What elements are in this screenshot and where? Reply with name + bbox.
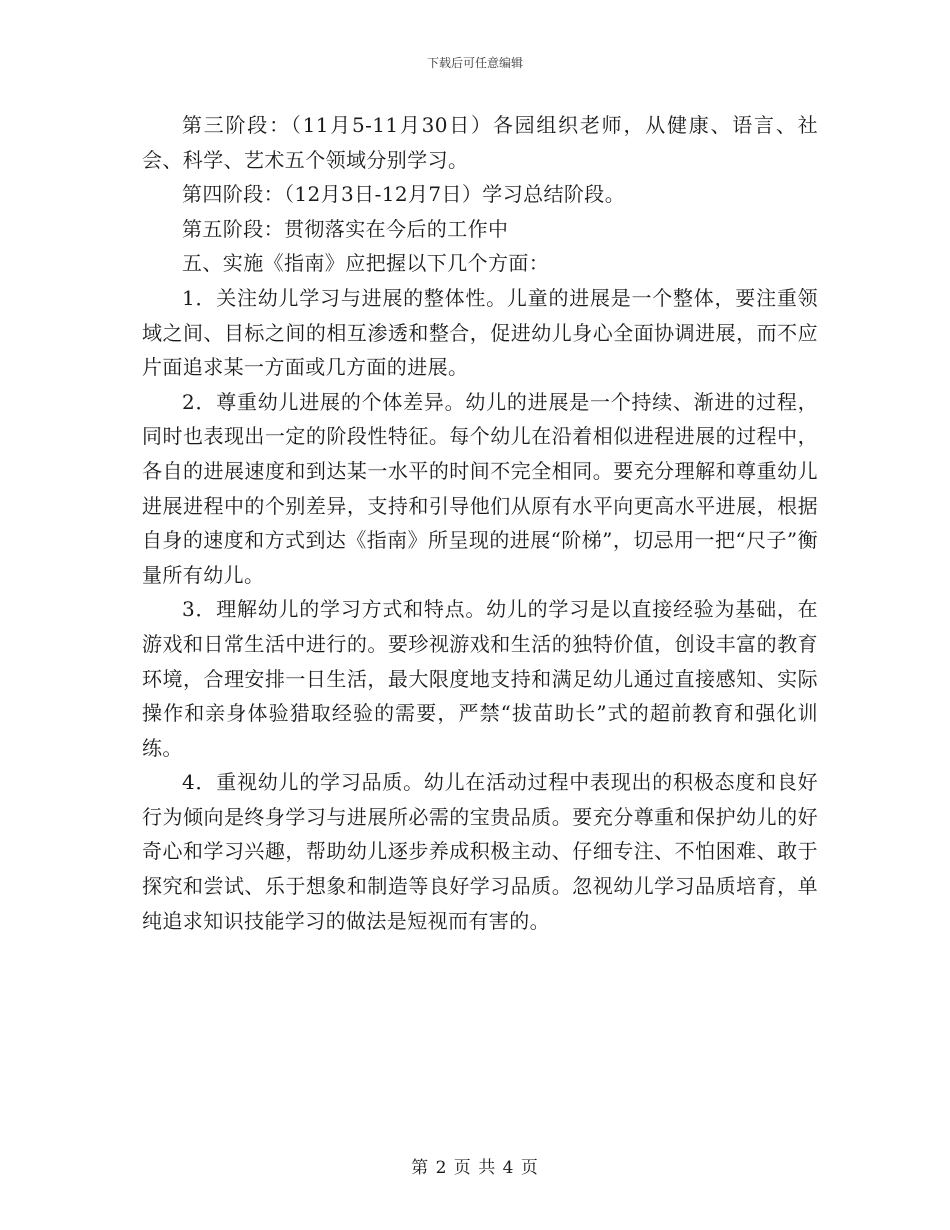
paragraph-stage-three: 第三阶段：（11月5-11月30日）各园组织老师，从健康、语言、社会、科学、艺术五个领域分别学习。	[142, 113, 818, 172]
paragraph-point-2: 2．尊重幼儿进展的个体差异。幼儿的进展是一个持续、渐进的过程，同时也表现出一定的阶段性特征。每个幼儿在沿着相似进程进展的过程中，各自的进展速度和到达某一水平的时间不完全相同。要充分理解和尊重幼儿进展进程中的个别差异，支持和引导他们从原有水平向更高水平进展，根据自身的速度和方式到达《指南》所呈现的进展“阶梯”，切忌用一把“尺子”衡量所有幼儿。	[142, 389, 818, 587]
section-heading-five: 五、实施《指南》应把握以下几个方面：	[182, 251, 550, 276]
page-header-note: 下载后可任意编辑	[426, 56, 523, 70]
paragraph-point-1: 1．关注幼儿学习与进展的整体性。儿童的进展是一个整体，要注重领域之间、目标之间的相互渗透和整合，促进幼儿身心全面协调进展，而不应片面追求某一方面或几方面的进展。	[142, 285, 818, 380]
paragraph-point-4: 4．重视幼儿的学习品质。幼儿在活动过程中表现出的积极态度和良好行为倾向是终身学习与进展所必需的宝贵品质。要充分尊重和保护幼儿的好奇心和学习兴趣，帮助幼儿逐步养成积极主动、仔细专注、不怕困难、敢于探究和尝试、乐于想象和制造等良好学习品质。忽视幼儿学习品质培育，单纯追求知识技能学习的做法是短视而有害的。	[142, 770, 818, 933]
page-number-footer: 第 2 页 共 4 页	[411, 1158, 539, 1178]
document-body	[142, 108, 818, 938]
paragraph-stage-four: 第四阶段：（12月3日-12月7日）学习总结阶段。	[182, 182, 626, 207]
paragraph-point-3: 3．理解幼儿的学习方式和特点。幼儿的学习是以直接经验为基础，在游戏和日常生活中进行的。要珍视游戏和生活的独特价值，创设丰富的教育环境，合理安排一日生活，最大限度地支持和满足幼儿通过直接感知、实际操作和亲身体验猎取经验的需要，严禁“拔苗助长”式的超前教育和强化训练。	[142, 597, 818, 760]
paragraph-stage-five: 第五阶段：贯彻落实在今后的工作中	[182, 216, 509, 241]
